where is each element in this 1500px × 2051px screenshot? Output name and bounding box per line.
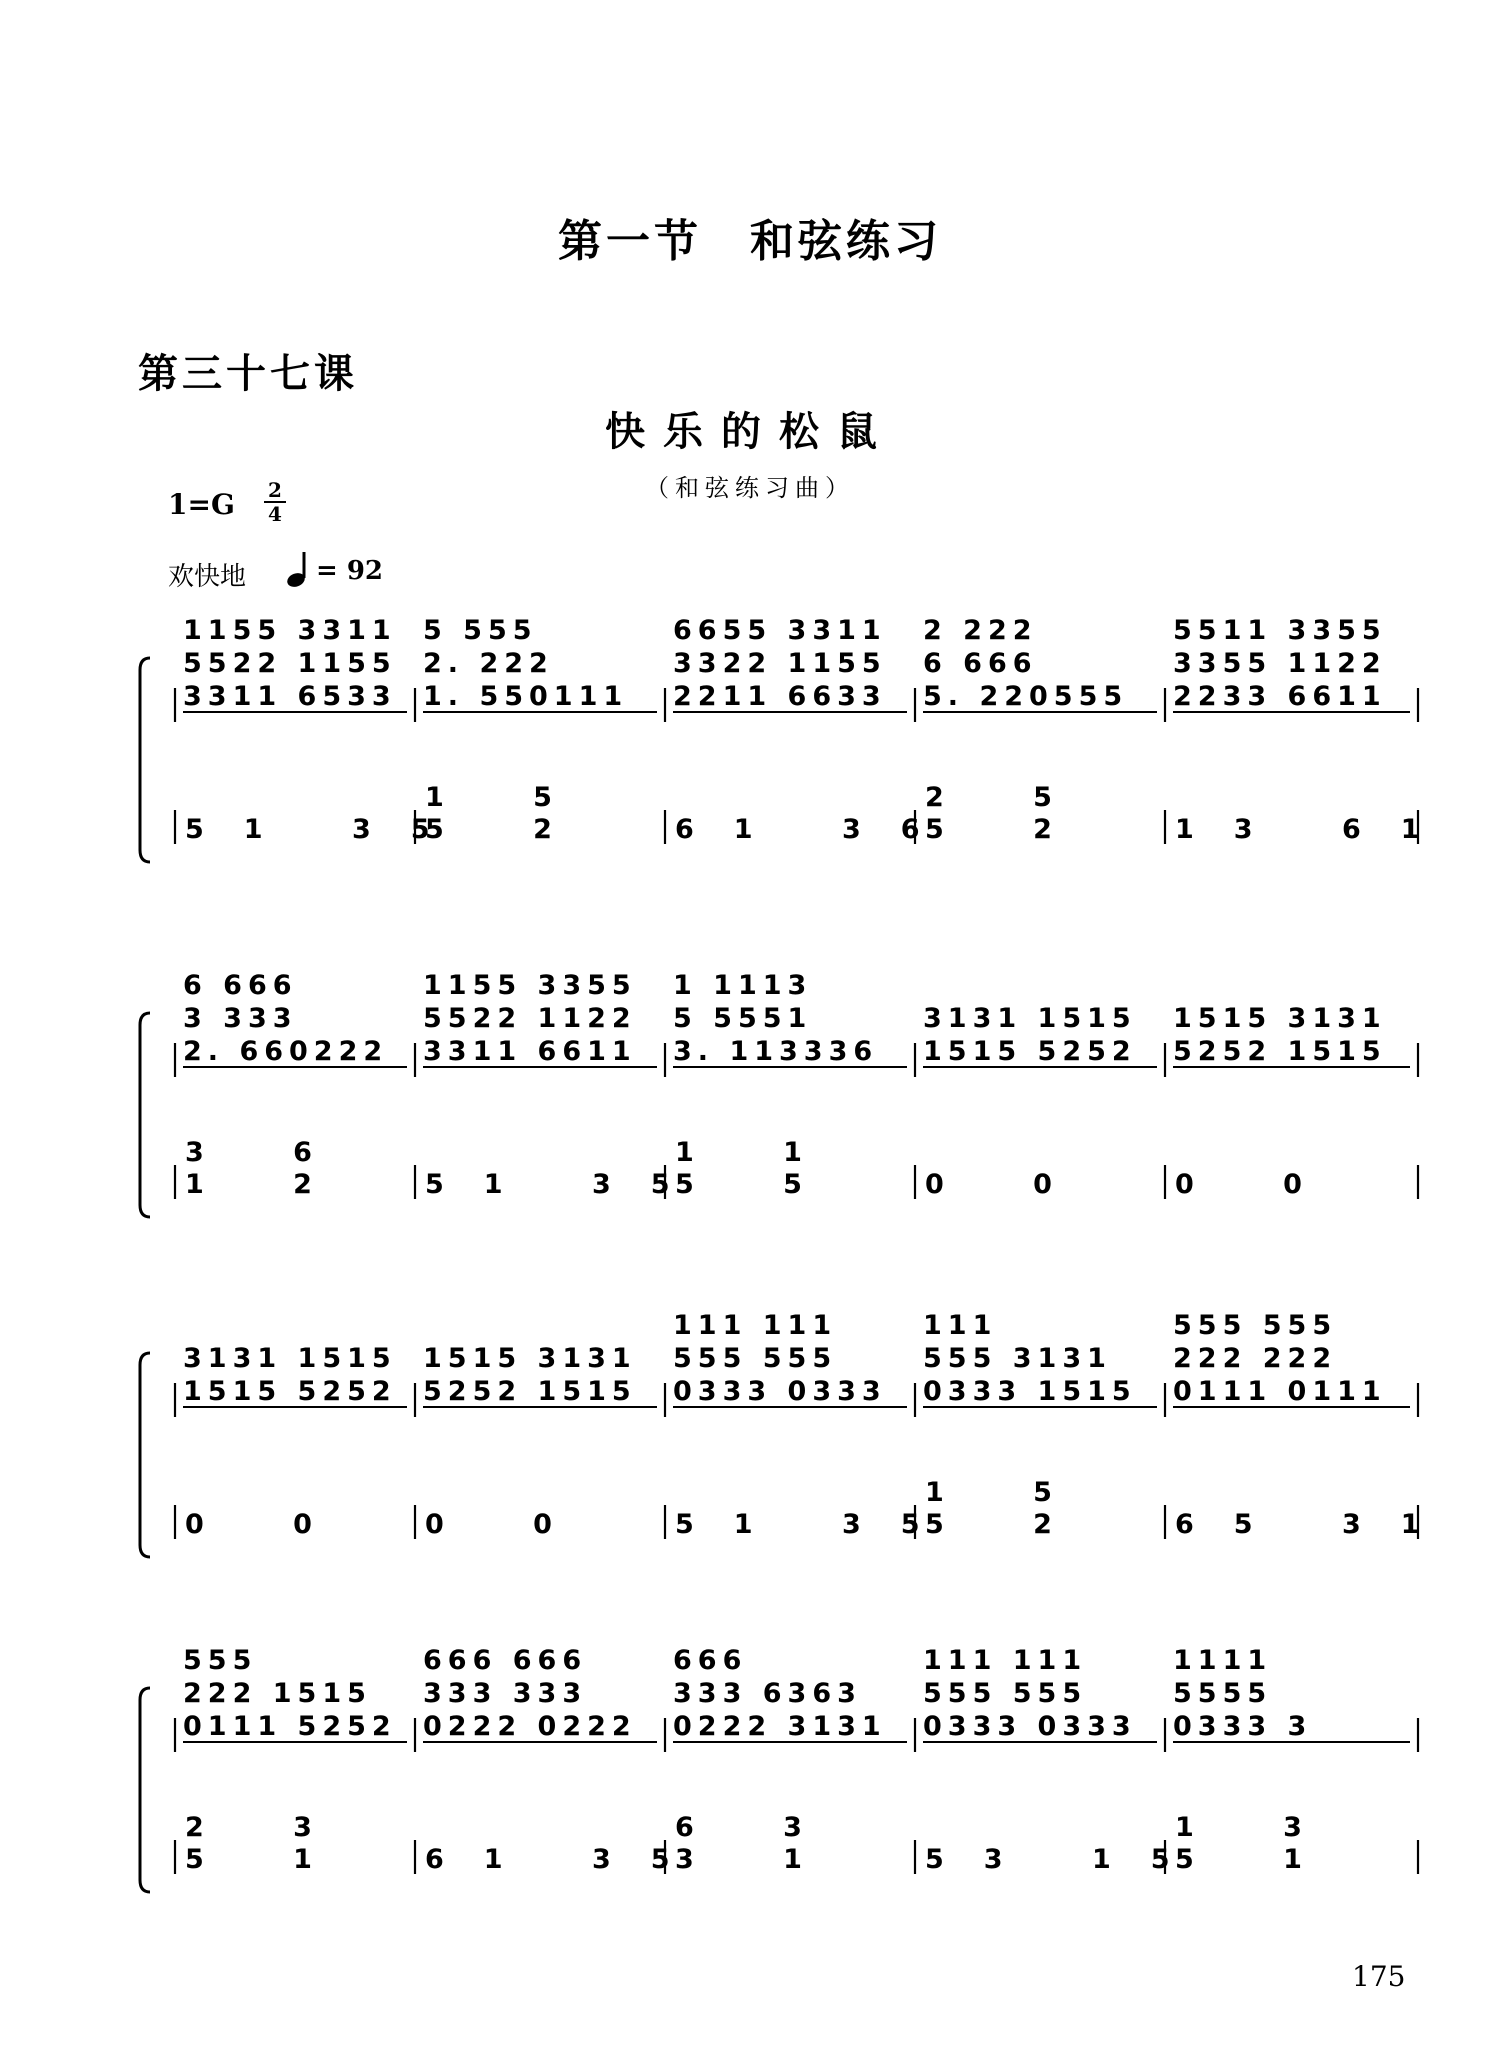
upper-note-row: 555 [183,1645,258,1676]
staff-brace [140,1688,150,1892]
lower-note-row: 6 3 [675,1812,842,1843]
lower-note-row: 2 3 [185,1812,352,1843]
upper-note-row: 1515 5252 [183,1376,397,1407]
upper-note-row: 1111 [1173,1645,1273,1676]
upper-note-row: 111 111 [673,1310,838,1341]
lower-note-row: 5 2 [425,814,592,845]
staff-brace [140,1353,150,1557]
upper-note-row: 555 555 [923,1678,1088,1709]
upper-note-row: 3355 1122 [1173,648,1387,679]
upper-note-row: 5522 1122 [423,1003,637,1034]
tempo-value: = 92 [316,556,384,586]
upper-note-row: 3131 1515 [923,1003,1137,1034]
page-number: 175 [1352,1960,1406,1993]
lower-note-row: 65 31 [1175,1509,1460,1540]
upper-note-row: 5555 [1173,1678,1273,1709]
upper-note-row: 2. 222 [423,648,554,679]
upper-note-row: 333 6363 [673,1678,862,1709]
upper-note-row: 2233 6611 [1173,681,1387,712]
upper-note-row: 5 555 [423,615,538,646]
lower-note-row: 2 5 [925,782,1092,813]
time-signature-top: 2 [268,478,282,502]
upper-note-row: 5252 1515 [423,1376,637,1407]
upper-note-row: 3. 113336 [673,1036,879,1067]
lower-note-row: 1 2 [185,1169,352,1200]
upper-note-row: 1515 3131 [423,1343,637,1374]
upper-note-row: 666 [673,1645,748,1676]
lower-note-row: 13 61 [1175,814,1460,845]
lower-note-row: 61 36 [675,814,960,845]
upper-note-row: 1. 550111 [423,681,629,712]
lower-note-row: 5 5 [675,1169,842,1200]
score-system [140,1645,1418,1892]
upper-note-row: 0222 3131 [673,1711,887,1742]
upper-note-row: 5. 220555 [923,681,1129,712]
upper-note-row: 1155 3355 [423,970,637,1001]
upper-note-row: 0333 0333 [923,1711,1137,1742]
lower-note-row: 3 6 [185,1137,352,1168]
upper-note-row: 111 111 [923,1645,1088,1676]
lower-note-row: 5 1 [1175,1844,1342,1875]
upper-note-row: 2. 660222 [183,1036,389,1067]
lower-note-row: 51 35 [675,1509,960,1540]
upper-note-row: 222 1515 [183,1678,372,1709]
lower-note-row: 53 15 [925,1844,1210,1875]
staff-brace [140,658,150,862]
upper-note-row: 2 222 [923,615,1038,646]
upper-note-row: 555 555 [673,1343,838,1374]
upper-note-row: 0111 5252 [183,1711,397,1742]
upper-note-row: 0111 0111 [1173,1376,1387,1407]
lower-note-row: 5 1 [185,1844,352,1875]
upper-note-row: 6 666 [183,970,298,1001]
section-title: 第一节 和弦练习 [558,216,942,267]
lower-note-row: 5 2 [925,1509,1092,1540]
upper-note-row: 111 [923,1310,998,1341]
lower-note-row: 1 1 [675,1137,842,1168]
key-signature: 1=G [168,488,235,521]
upper-note-row: 333 333 [423,1678,588,1709]
lower-note-row: 0 0 [425,1509,592,1540]
lesson-label: 第三十七课 [138,350,358,397]
upper-note-row: 3131 1515 [183,1343,397,1374]
lower-note-row: 51 35 [425,1169,710,1200]
upper-note-row: 1 1113 [673,970,813,1001]
upper-note-row: 2211 6633 [673,681,887,712]
upper-note-row: 3322 1155 [673,648,887,679]
upper-note-row: 3 333 [183,1003,298,1034]
upper-note-row: 0333 1515 [923,1376,1137,1407]
upper-note-row: 6655 3311 [673,615,887,646]
lower-note-row: 0 0 [185,1509,352,1540]
upper-note-row: 5 5551 [673,1003,813,1034]
upper-note-row: 0333 3 [1173,1711,1313,1742]
lower-note-row: 3 1 [675,1844,842,1875]
song-subtitle: （和弦练习曲） [645,474,855,502]
lower-note-row: 51 35 [185,814,470,845]
staff-brace [140,1013,150,1217]
lower-note-row: 1 5 [425,782,592,813]
upper-note-row: 666 666 [423,1645,588,1676]
lower-note-row: 1 5 [925,1477,1092,1508]
upper-note-row: 555 555 [1173,1310,1338,1341]
upper-note-row: 5522 1155 [183,648,397,679]
score-system [140,615,1460,862]
lower-note-row: 1 3 [1175,1812,1342,1843]
upper-note-row: 0333 0333 [673,1376,887,1407]
lower-note-row: 5 2 [925,814,1092,845]
lower-note-row: 61 35 [425,1844,710,1875]
upper-note-row: 3311 6611 [423,1036,637,1067]
upper-note-row: 3311 6533 [183,681,397,712]
upper-note-row: 1155 3311 [183,615,397,646]
upper-note-row: 5252 1515 [1173,1036,1387,1067]
score-system [140,970,1418,1217]
upper-note-row: 5511 3355 [1173,615,1387,646]
score-system [140,1310,1460,1557]
time-signature-bottom: 4 [268,502,282,526]
upper-note-row: 555 3131 [923,1343,1112,1374]
upper-note-row: 1515 3131 [1173,1003,1387,1034]
lower-note-row: 0 0 [925,1169,1092,1200]
upper-note-row: 0222 0222 [423,1711,637,1742]
upper-note-row: 6 666 [923,648,1038,679]
upper-note-row: 222 222 [1173,1343,1338,1374]
upper-note-row: 1515 5252 [923,1036,1137,1067]
tempo-marking: 欢快地 [168,562,247,592]
lower-note-row: 0 0 [1175,1169,1342,1200]
song-title: 快乐的松鼠 [605,409,895,455]
